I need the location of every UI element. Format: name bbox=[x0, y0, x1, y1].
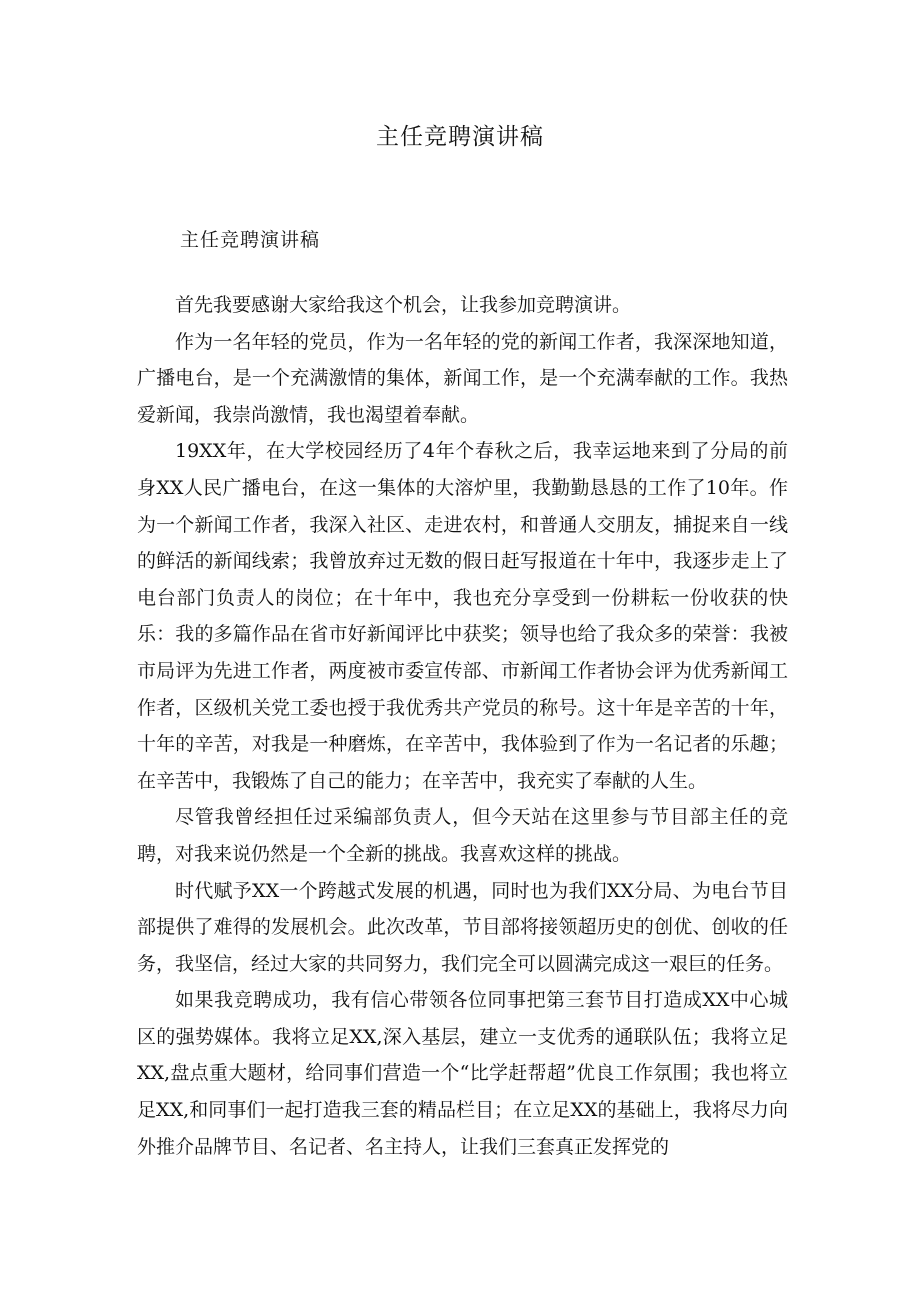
paragraph: 尽管我曾经担任过采编部负责人，但今天站在这里参与节目部主任的竞聘，对我来说仍然是一个全新的挑战。我喜欢这样的挑战。 bbox=[137, 806, 788, 865]
paragraph: 首先我要感谢大家给我这个机会，让我参加竞聘演讲。 bbox=[175, 294, 632, 316]
paragraph: 如果我竞聘成功，我有信心带领各位同事把第三套节目打造成XX中心城区的强势媒体。我将立足XX,深入基层，建立一支优秀的通联队伍；我将立足XX,盘点重大题材，给同事们营造一个“比学赶帮超”优良工作氛围；我也将立足XX,和同事们一起打造我三套的精品栏目；在立足XX的基础上，我将尽力向外推介品牌节目、名记者、名主持人，让我们三套真正发挥党的 bbox=[137, 989, 788, 1158]
document-body bbox=[137, 287, 788, 1165]
document-subtitle: 主任竞聘演讲稿 bbox=[180, 229, 321, 251]
paragraph: 时代赋予XX一个跨越式发展的机遇，同时也为我们XX分局、为电台节目部提供了难得的发展机会。此次改革，节目部将接领超历史的创优、创收的任务，我坚信，经过大家的共同努力，我们完全可以圆满完成这一艰巨的任务。 bbox=[137, 879, 788, 975]
paragraph: 19XX年，在大学校园经历了4年个春秋之后，我幸运地来到了分局的前身XX人民广播电台，在这一集体的大溶炉里，我勤勤恳恳的工作了10年。作为一个新闻工作者，我深入社区、走进农村，和普通人交朋友，捕捉来自一线的鲜活的新闻线索；我曾放弃过无数的假日赶写报道在十年中，我逐步走上了电台部门负责人的岗位；在十年中，我也充分享受到一份耕耘一份收获的快乐：我的多篇作品在省市好新闻评比中获奖；领导也给了我众多的荣誉：我被市局评为先进工作者，两度被市委宣传部、市新闻工作者协会评为优秀新闻工作者，区级机关党工委也授于我优秀共产党员的称号。这十年是辛苦的十年，十年的辛苦，对我是一种磨炼，在辛苦中，我体验到了作为一名记者的乐趣；在辛苦中，我锻炼了自己的能力；在辛苦中，我充实了奉献的人生。 bbox=[137, 440, 788, 792]
document-title: 主任竞聘演讲稿 bbox=[376, 124, 544, 150]
paragraph: 作为一名年轻的党员，作为一名年轻的党的新闻工作者，我深深地知道，广播电台，是一个充满激情的集体，新闻工作，是一个充满奉献的工作。我热爱新闻，我崇尚激情，我也渴望着奉献。 bbox=[137, 330, 788, 426]
